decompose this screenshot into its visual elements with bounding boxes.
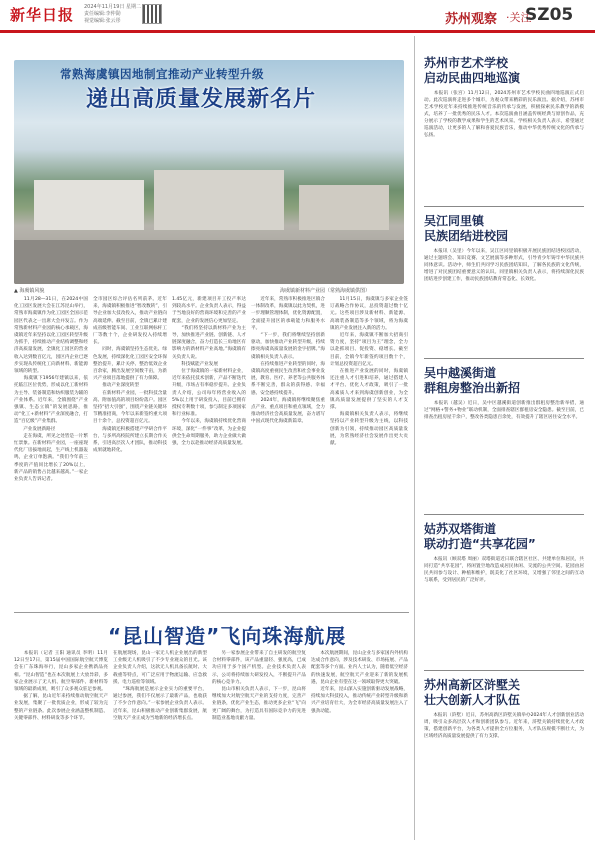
article-divider bbox=[14, 612, 409, 613]
brief-text-5: 本报讯（浒墅）近日，苏州高新区浒墅关镇举办2024年人才创新创业活动周，吸引众多高层次人才和创新团队参与。近年来，浒墅关镇持续优化人才政策，搭建创新平台，为各类人才提供全方位服务，人才队伍规模不断壮大，为区域经济高质量发展提供了有力支撑。 bbox=[424, 713, 584, 739]
photo-credit: 海虞镇新材料产业园（常熟海虞镇供图） bbox=[280, 288, 371, 294]
second-column-1: 本报讯（记者 王阳 通讯员 李明）11月12日至17日，第15届中国国际航空航天博览会在广东珠海举行，昆山多家企业携新品亮相。“昆山智造”也在本次航展上大放异彩，多家企业展示了无人机、航空零部件、新材料等领域的最新成果，吸引了众多观众驻足参观。 据了解，昆山近年来持续推动航空航天产业发展，集聚了一批优质企业，形成了较为完整的产业链条。此次参展企业涵盖整机制造、关键零部件、材料研发等多个环节。 bbox=[14, 651, 108, 721]
masthead-info bbox=[84, 4, 141, 25]
photo-road bbox=[14, 240, 404, 284]
masthead-editor: 责任编辑:李仲勋 bbox=[84, 11, 121, 17]
column-separator bbox=[414, 36, 415, 840]
lead-kicker: 常熟海虞镇因地制宜推动产业转型升级 bbox=[60, 67, 264, 81]
section-subtitle: ·关注 bbox=[506, 11, 532, 24]
brief-text-2: 本报讯（吴里）今年以来，吴江区同里镇积极开展民族团结进校园活动，通过主题班会、知识竞赛、文艺展演等多种形式，引导青少年铸牢中华民族共同体意识。活动中，师生们共同学习民族团结知识，了解各民族的文化传统，增进了对民族团结重要意义的认识。同里镇相关负责人表示，将持续深化民族团结进步创建工作，推动民族团结教育常态化、长效化。 bbox=[424, 249, 584, 282]
lead-column-5: 11月15日，海虞镇与多家企业签订战略合作协议，总投资超过数十亿元。这些项目涉及新材料、新能源、高端装备制造等多个领域，将为海虞镇的产业发展注入新的活力。 近年来，海虞镇不断加大招商引资力度，坚持“项目为王”理念，全力以赴抓项目、促投资、稳增长。截至目前，全镇今年新签约项目数十个，计划总投资超百亿元。 在推进产业发展的同时，海虞镇还注重人才引进和培养，通过搭建人才平台、优化人才政策，吸引了一批高素质人才来到海虞创新创业，为全镇高质量发展提供了坚实的人才支撑。 海虞镇相关负责人表示，将继续坚持以产业转型升级为主线，以科技创新为引领，持续推动园区高质量发展，为常熟经济社会发展作出更大贡献。 bbox=[330, 297, 408, 447]
lead-column-2: 全市园区综合评估名列前茅。近年来，海虞镇积极推进“智改数转”，引导企业加大技改投入，推动产业链向高端延伸。截至目前，全镇已累计建成省级智能车间、工业互联网标杆工厂等数十个，企业研发投入持续增长。 同时，海虞镇坚持生态优先、绿色发展，持续深化化工园区安全环保整治提升，累计关停、整治低效企业百余家，腾出发展空间数千亩，为新兴产业项目落地提供了有力保障。 推动产业深度转型 在新材料产业园，一批科技含量高、附加值高的项目纷纷落户。园区坚持“招大引强”，围绕产业链关键环节精准招商，今年以来新签约重大项目十余个，总投资超百亿元。 海虞镇还积极搭建产学研合作平台，与多所高校院所建立长期合作关系，引进高层次人才团队，推动科技成果就地转化。 bbox=[93, 297, 167, 454]
section-title: 苏州观察 bbox=[445, 12, 498, 27]
photo-building bbox=[154, 170, 284, 230]
photo-caption: ▲ 海虞镇风貌 bbox=[14, 288, 45, 294]
brief-title-4: 姑苏双塔街道 联动打造“共享花园” bbox=[424, 522, 536, 551]
brief-title-1: 苏州市艺术学校 启动民曲四地巡演 bbox=[424, 56, 521, 85]
brief-divider bbox=[424, 358, 584, 359]
second-column-4: 本次航展期间，昆山企业与多家国内外机构达成合作意向，涉及技术研发、市场拓展、产品配套等多个方面。业内人士认为，随着低空经济的快速发展，航空航天产业迎来了新的发展机遇，昆山企业有望在这一领域取得更大突破。 近年来，昆山深入实施创新驱动发展战略，持续加大科技投入，推动传统产业转型升级和新兴产业培育壮大，为全市经济高质量发展注入了强劲动能。 bbox=[311, 651, 408, 714]
photo-building bbox=[34, 180, 144, 230]
masthead-visual-editor: 视觉编辑:张云彤 bbox=[84, 18, 121, 24]
second-article-headline: “昆山智造”飞向珠海航展 bbox=[108, 624, 347, 648]
lead-column-3: 1.45亿元，新建项目开工投产率达到较高水平。企业负责人表示，得益于当地良好的营商环境和完善的产业配套，企业的发展信心更加坚定。 “我们将坚持以新材料产业为主导，加快推进产业链、创新链、人才链深度融合，奋力打造长三角地区有影响力的新材料产业高地。”海虞镇有关负责人说。 科技赋能产业发展 位于海虞镇的一家新材料企业，近年来依托技术创新，产品不断迭代升级，市场占有率稳步提升。企业负责人介绍，公司每年将营业收入的5%以上用于研发投入，目前已拥有授权专利数十项，参与制定多项国家和行业标准。 今年以来，海虞镇持续优化营商环境，深化“一件事”改革，为企业提供全生命周期服务，助力企业做大做强，全力以赴推动经济高质量发展。 bbox=[172, 297, 246, 447]
lead-headline: 递出高质量发展新名片 bbox=[86, 87, 317, 112]
newspaper-logo: 新华日报 bbox=[10, 6, 75, 24]
page-number: SZ05 bbox=[525, 5, 574, 25]
brief-divider bbox=[424, 670, 584, 671]
brief-text-3: 本报讯（越吴）近日，吴中区越溪街道创新推出群租房整治新举措，通过“网格+警务+物业”联动机制，全面排查辖区群租房安全隐患。截至目前，已排查出租房屋千余户，整改各类隐患百余处，有效提升了辖区居住安全水平。 bbox=[424, 401, 584, 420]
brief-text-4: 本报讯（顾双塔 周丽）双塔街道近日联合辖区社区、共建单位和居民，共同打造“共享花园”，将闲置空地改造成居民休闲、交流的公共空间。花园由居民共同参与设计、种植和维护，既美化了社区环境，又增强了邻里之间的互动与联系，受到居民的广泛好评。 bbox=[424, 557, 584, 583]
brief-divider bbox=[424, 514, 584, 515]
lead-column-4: 近年来，常熟市积极推进区镇合一体制改革，海虞镇以此为契机，进一步理顺管理体制，优化资源配置，全面提升园区的承载能力和服务水平。 “下一步，我们将继续坚持创新驱动，加快推动产业转型升级，持续擦亮海虞高质量发展的金字招牌。”海虞镇相关负责人表示。 在持续推进产业转型的同时，海虞镇高度重视民生改善和社会事业发展，教育、医疗、养老等公共服务体系不断完善，群众的获得感、幸福感、安全感持续提升。 2024年，海虞镇将继续聚焦重点产业、重点项目和重点领域，全力推动经济社会高质量发展，奋力谱写中国式现代化海虞新篇章。 bbox=[251, 297, 325, 425]
brief-divider bbox=[424, 206, 584, 207]
brief-title-3: 吴中越溪街道 群租房整治出新招 bbox=[424, 366, 521, 395]
brief-title-2: 吴江同里镇 民族团结进校园 bbox=[424, 214, 509, 243]
lead-column-1: 11月28—31日，在2024中国化工园区发展大会在江苏昆山举行，常熟市海虞镇作为化工园区全国示范园区代表之一出席大会并发言。作为常熟新材料产业园的核心承载区，海虞镇近年来坚持以化工园区转型升级为抓手，持续推动产业结构调整和经济高质量发展，全镇化工园区的营业收入达到数百亿元，园区内企业已逐步实现从传统化工向新材料、新能源领域的转型。 海虞镇下1956年建镇以来，依托临江区位优势，形成以化工新材料为主导、装备制造和纺织服装为辅的产业体系。近年来，全镇围绕“产业强镇、生态立镇”的发展思路，推动“化工+新材料”产业深度融合，打造“百亿级”产业集群。 产业发展新路径 走在海虞，所见之处皆是一片繁忙景象。在新材料产业园，一座座现代化厂房拔地而起，生产线上机器轰鸣，企业订单饱满。“我们今年前三季度的产值同比增长了20%以上，新产品的销售占比越来越高。”一家企业负责人告诉记者。 bbox=[14, 297, 88, 483]
photo-building bbox=[299, 185, 389, 230]
brief-title-5: 苏州高新区浒墅关 壮大创新人才队伍 bbox=[424, 678, 521, 707]
masthead-date: 2024年11月19日 星期二 bbox=[84, 4, 142, 10]
second-column-2: 在航展现场，昆山一家无人机企业展出的新型工业级无人机吸引了不少专业观众的目光。该企业负责人介绍，这款无人机具备长航时、大载重等特点，可广泛应用于物流运输、应急救援、电力巡检等领域。 “珠海航展是展示企业实力的重要平台，通过参展，我们不仅展示了最新产品，也收获了不少合作意向。”一家参展企业负责人表示。近年来，昆山积极推动产业创新集群发展，航空航天产业正成为当地新的经济增长点。 bbox=[113, 651, 207, 721]
masthead-rule bbox=[0, 30, 595, 33]
qr-code-icon bbox=[142, 4, 162, 24]
second-column-3: 另一家参展企业带来了自主研发的航空复合材料零部件，该产品重量轻、强度高，已成功应用于多个国产机型。企业技术负责人表示，公司将持续加大研发投入，不断提升产品的核心竞争力。 昆山市相关负责人表示，下一步，昆山将继续加大对航空航天产业的支持力度，完善产业链条，优化产业生态，推动更多企业“飞”向更广阔的舞台，为打造具有国际竞争力的先进制造业基地贡献力量。 bbox=[212, 651, 306, 721]
brief-text-1: 本报讯（张宫）11月12日，2024苏州市艺术学校民曲四地巡演正式启动。此次巡演将走进多个城市，为观众带来精彩的民乐演出。据介绍，苏州市艺术学校近年来持续推进传统音乐的传承与发展，积极探索民乐教学的新模式，培养了一批优秀的民乐人才。本次巡演曲目涵盖传统经典与原创作品，充分展示了学校的教学成果和学生的艺术风采。学校相关负责人表示，希望通过巡演活动，让更多的人了解和喜爱民族音乐，推动中华优秀传统文化的传承与弘扬。 bbox=[424, 91, 584, 138]
